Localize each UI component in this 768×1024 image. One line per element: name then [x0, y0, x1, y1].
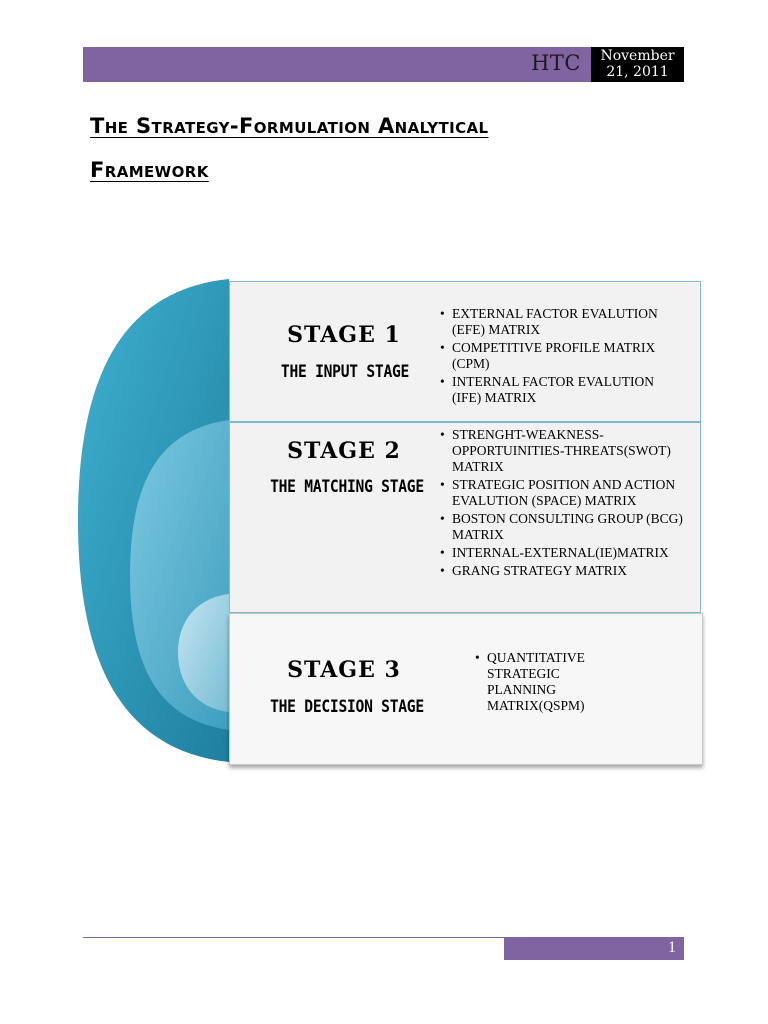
stage-2-number: STAGE 2 — [287, 438, 401, 464]
document-title-line2: Framework — [90, 158, 209, 182]
page-number: 1 — [668, 939, 676, 956]
list-item: • STRATEGIC POSITION AND ACTION EVALUTION (SPACE) MATRIX — [438, 477, 700, 509]
list-item: • EXTERNAL FACTOR EVALUTION (EFE) MATRIX — [438, 306, 668, 338]
list-item: • GRANG STRATEGY MATRIX — [438, 563, 700, 579]
stage-2-items — [438, 427, 700, 581]
stage-1-number: STAGE 1 — [287, 322, 401, 348]
list-item: • QUANTITATIVE STRATEGIC PLANNING MATRIX(QSPM) — [473, 650, 613, 714]
list-item: • INTERNAL FACTOR EVALUTION (IFE) MATRIX — [438, 374, 668, 406]
stage-2-name: THE MATCHING STAGE — [270, 477, 424, 497]
footer-band — [504, 937, 684, 960]
document-title-line1: The Strategy-Formulation Analytical — [90, 114, 489, 138]
stage-3-box — [229, 613, 703, 765]
stage-1-items — [438, 306, 668, 408]
stage-3-items — [473, 650, 613, 716]
header-org: HTC — [531, 51, 581, 75]
header-date-line1: November — [600, 48, 675, 64]
list-item: • INTERNAL-EXTERNAL(IE)MATRIX — [438, 545, 700, 561]
list-item: • COMPETITIVE PROFILE MATRIX (CPM) — [438, 340, 668, 372]
list-item: • BOSTON CONSULTING GROUP (BCG) MATRIX — [438, 511, 700, 543]
header-date-line2: 21, 2011 — [606, 64, 669, 80]
stage-1-name: THE INPUT STAGE — [280, 362, 410, 382]
stage-3-number: STAGE 3 — [287, 657, 401, 683]
stage-3-name: THE DECISION STAGE — [270, 697, 424, 717]
list-item: • STRENGHT-WEAKNESS-OPPORTUINITIES-THREATS(SWOT) MATRIX — [438, 427, 700, 475]
